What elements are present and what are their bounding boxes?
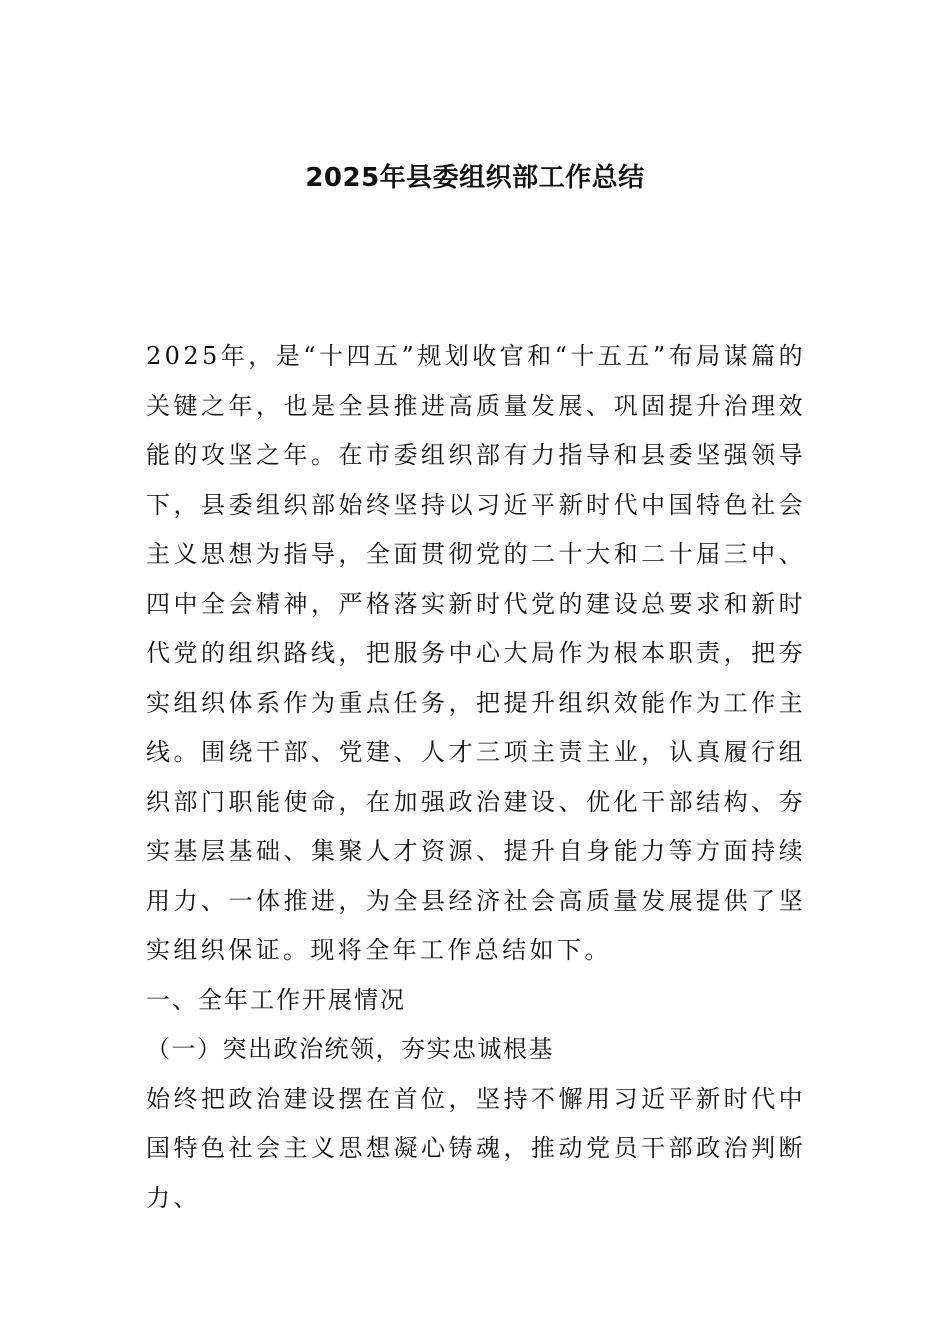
document-title: 2025年县委组织部工作总结 (305, 163, 645, 193)
subsection-paragraph: 始终把政治建设摆在首位，坚持不懈用习近平新时代中国特色社会主义思想凝心铸魂，推动党员干部政治判断力、 (146, 1084, 806, 1212)
intro-paragraph: 2025年，是“十四五”规划收官和“十五五”布局谋篇的关键之年，也是全县推进高质量发展、巩固提升治理效能的攻坚之年。在市委组织部有力指导和县委坚强领导下，县委组织部始终坚持以习近平新时代中国特色社会主义思想为指导，全面贯彻党的二十大和二十届三中、四中全会精神，严格落实新时代党的建设总要求和新时代党的组织路线，把服务中心大局作为根本职责，把夯实组织体系作为重点任务，把提升组织效能作为工作主线。围绕干部、党建、人才三项主责主业，认真履行组织部门职能使命，在加强政治建设、优化干部结构、夯实基层基础、集聚人才资源、提升自身能力等方面持续用力、一体推进，为全县经济社会高质量发展提供了坚实组织保证。现将全年工作总结如下。 (146, 342, 806, 964)
document-body (146, 332, 806, 1223)
section-heading: 一、全年工作开展情况 (146, 985, 406, 1014)
subsection-heading: （一）突出政治统领，夯实忠诚根基 (146, 1035, 554, 1063)
